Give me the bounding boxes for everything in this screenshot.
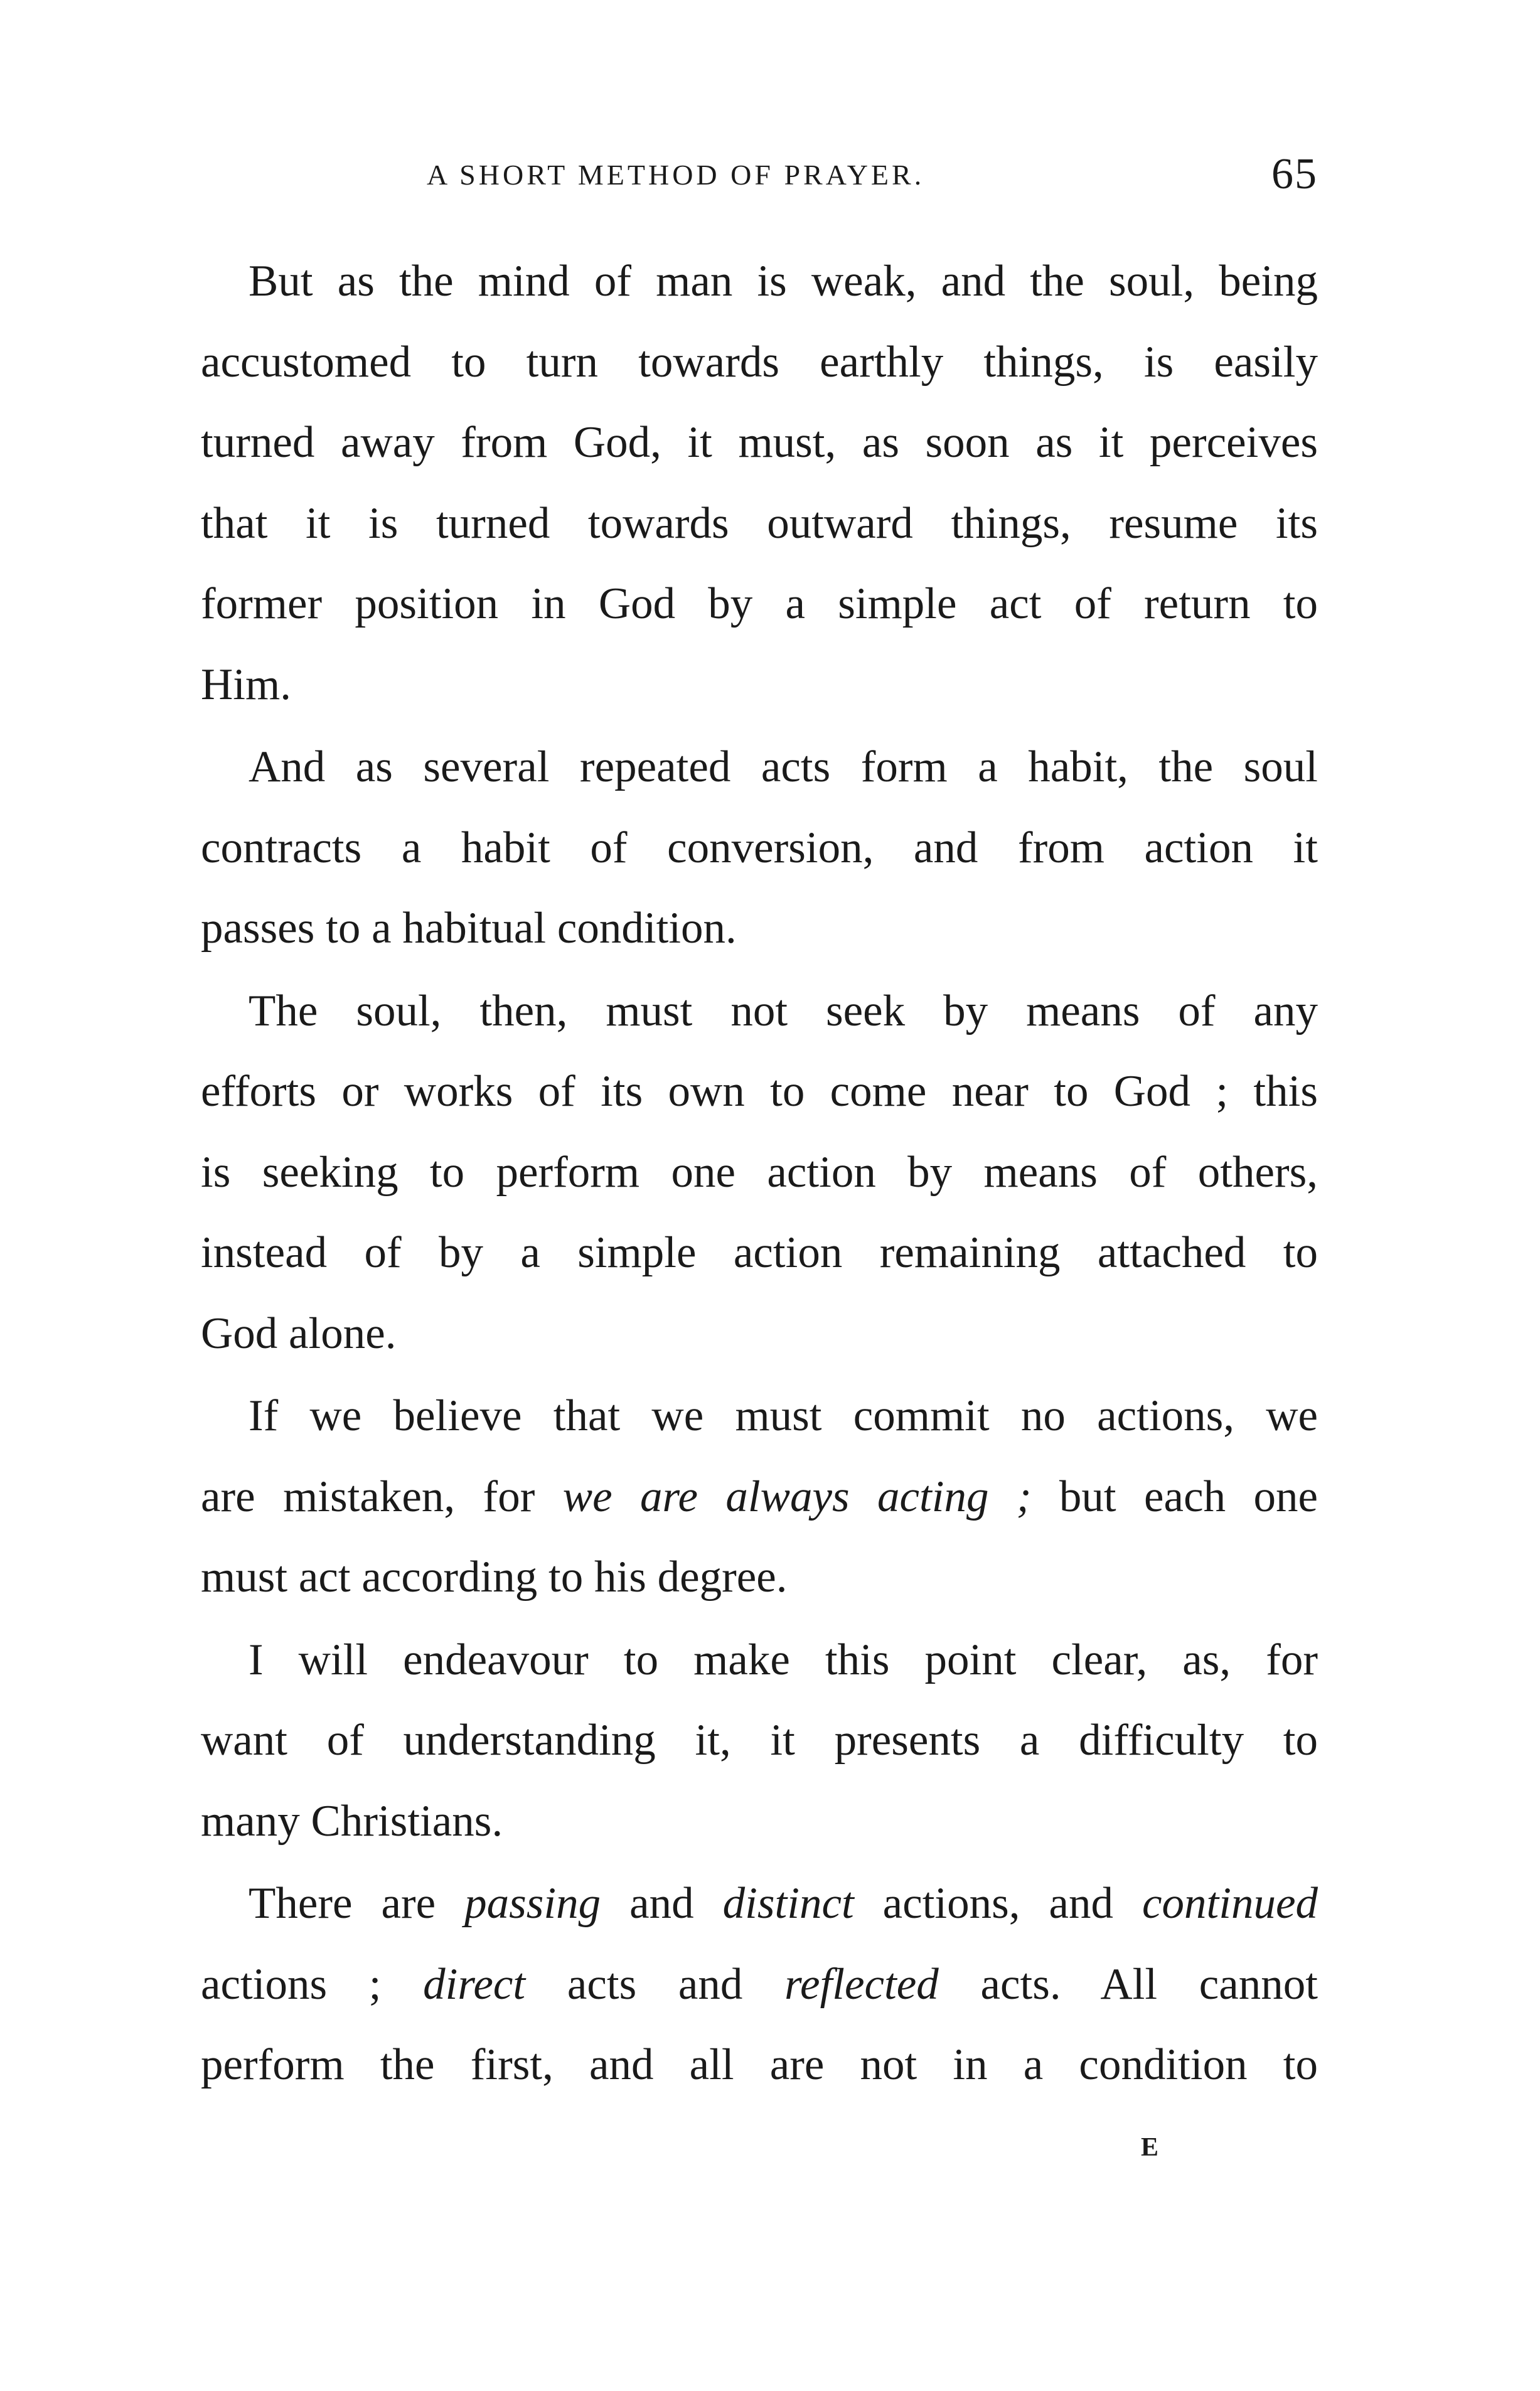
text-line: God alone. [201,1308,397,1358]
signature-mark: E [1141,2133,1160,2162]
text-line: perform the first, and all are not in a condition to [201,2040,1318,2089]
text-line-with-italic [201,1944,1318,2025]
text-line: If we believe that we must commit no actions, we [249,1391,1318,1440]
italic-phrase: we are always acting ; [562,1472,1032,1521]
italic-word: passing [464,1879,601,1928]
italic-word: reflected [784,1959,939,2009]
text-line: passes to a habitual condition. [201,904,737,953]
text-line: is seeking to perform one action by means of others, [201,1147,1318,1197]
text-segment: are mistaken, for [201,1472,563,1521]
text-line: accustomed to turn towards earthly things, is easily [201,337,1318,387]
text-line-with-italic [201,1863,1318,1944]
text-segment: actions ; [201,1959,424,2009]
page-number: 65 [1271,150,1318,198]
text-line: The soul, then, must not seek by means of any [249,986,1318,1035]
text-segment: There are [249,1879,465,1928]
paragraph-1 [201,241,1318,725]
paragraph-5 [201,1620,1318,1862]
paragraph-3 [201,971,1318,1374]
text-segment: acts and [525,1959,785,2009]
text-line: want of understanding it, it presents a difficulty to [201,1716,1318,1765]
text-line: But as the mind of man is weak, and the soul, being [249,257,1318,306]
italic-word: direct [423,1959,526,2009]
paragraph-4 [201,1376,1318,1618]
text-segment: acts. All cannot [938,1959,1318,2009]
running-head [201,149,1318,206]
text-line: Him. [201,660,291,709]
text-line: many Christians. [201,1796,503,1846]
text-segment: and [601,1879,723,1928]
text-line-with-italic [201,1457,1318,1538]
paragraph-2 [201,727,1318,969]
text-line: And as several repeated acts form a habit, the soul [249,742,1318,791]
body-text [201,241,1318,2107]
paragraph-6 [201,1863,1318,2105]
text-line: efforts or works of its own to come near to God ; this [201,1067,1318,1116]
text-segment: but each one [1031,1472,1318,1521]
text-segment: actions, and [853,1879,1143,1928]
text-line: I will endeavour to make this point clear, as, for [249,1635,1318,1684]
italic-word: continued [1142,1879,1318,1928]
text-line: former position in God by a simple act of return to [201,579,1318,628]
italic-word: distinct [722,1879,854,1928]
text-line: must act according to his degree. [201,1553,788,1602]
running-title: A SHORT METHOD OF PRAYER. [427,159,925,191]
text-line: instead of by a simple action remaining attached to [201,1228,1318,1277]
text-line: turned away from God, it must, as soon as it perceives [201,418,1318,467]
text-line: that it is turned towards outward things, resume its [201,498,1318,548]
text-line: contracts a habit of conversion, and from action it [201,823,1318,872]
